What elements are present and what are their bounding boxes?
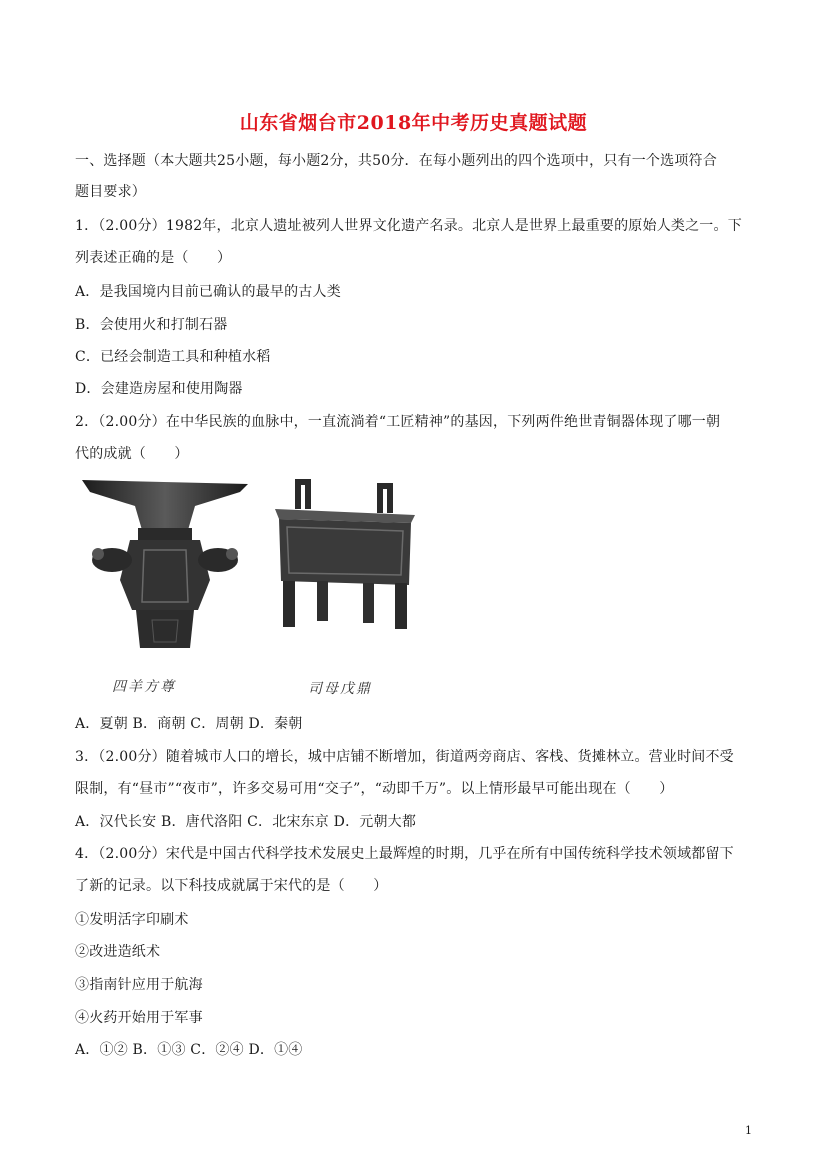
- q4-stem-cont: 了新的记录。以下科技成就属于宋代的是（ ）: [75, 878, 388, 894]
- q4-item-4: ④火药开始用于军事: [75, 1010, 203, 1026]
- section-instruction-cont: 题目要求）: [75, 184, 146, 200]
- bronze-ding-image: [265, 475, 425, 635]
- q3-options: A．汉代长安 B．唐代洛阳 C．北宋东京 D．元朝大都: [75, 814, 417, 830]
- bronze-zun-image: [70, 470, 260, 655]
- q4-stem: 4．（2.00分）宋代是中国古代科学技术发展史上最辉煌的时期，几乎在所有中国传统科学技术领域都留下: [75, 846, 734, 862]
- q1-option-d: D．会建造房屋和使用陶器: [75, 381, 243, 397]
- bronze-figure: [70, 470, 490, 700]
- page-number: 1: [745, 1124, 752, 1137]
- q1-stem-cont: 列表述正确的是（ ）: [75, 250, 232, 266]
- q1-option-c: C．已经会制造工具和种植水稻: [75, 349, 271, 365]
- q4-item-1: ①发明活字印刷术: [75, 912, 189, 928]
- q2-stem-cont: 代的成就（ ）: [75, 446, 189, 462]
- q1-stem: 1．（2.00分）1982年，北京人遗址被列人世界文化遗产名录。北京人是世界上最重要的原始人类之一。下: [75, 218, 742, 234]
- caption-four-ram-zun: 四羊方尊: [112, 679, 176, 695]
- section-instruction: 一、选择题（本大题共25小题，每小题2分，共50分．在每小题列出的四个选项中，只有一个选项符合: [75, 153, 717, 169]
- page-title: 山东省烟台市2018年中考历史真题试题: [239, 112, 588, 134]
- q4-item-2: ②改进造纸术: [75, 944, 161, 960]
- q1-option-a: A．是我国境内目前已确认的最早的古人类: [75, 284, 341, 300]
- caption-simuwu-ding: 司母戊鼎: [308, 681, 372, 697]
- q4-options: A．①② B．①③ C．②④ D．①④: [75, 1042, 303, 1058]
- q3-stem-cont: 限制，有“昼市”“夜市”，许多交易可用“交子”，“动即千万”。以上情形最早可能出现在（ ）: [75, 781, 674, 797]
- q4-item-3: ③指南针应用于航海: [75, 977, 203, 993]
- q3-stem: 3．（2.00分）随着城市人口的增长，城中店铺不断增加，街道两旁商店、客栈、货摊林立。营业时间不受: [75, 749, 734, 765]
- q1-option-b: B．会使用火和打制石器: [75, 317, 228, 333]
- q2-stem: 2．（2.00分）在中华民族的血脉中，一直流淌着“工匠精神”的基因，下列两件绝世青铜器体现了哪一朝: [75, 414, 721, 430]
- q2-options: A．夏朝 B．商朝 C．周朝 D．秦朝: [75, 716, 303, 732]
